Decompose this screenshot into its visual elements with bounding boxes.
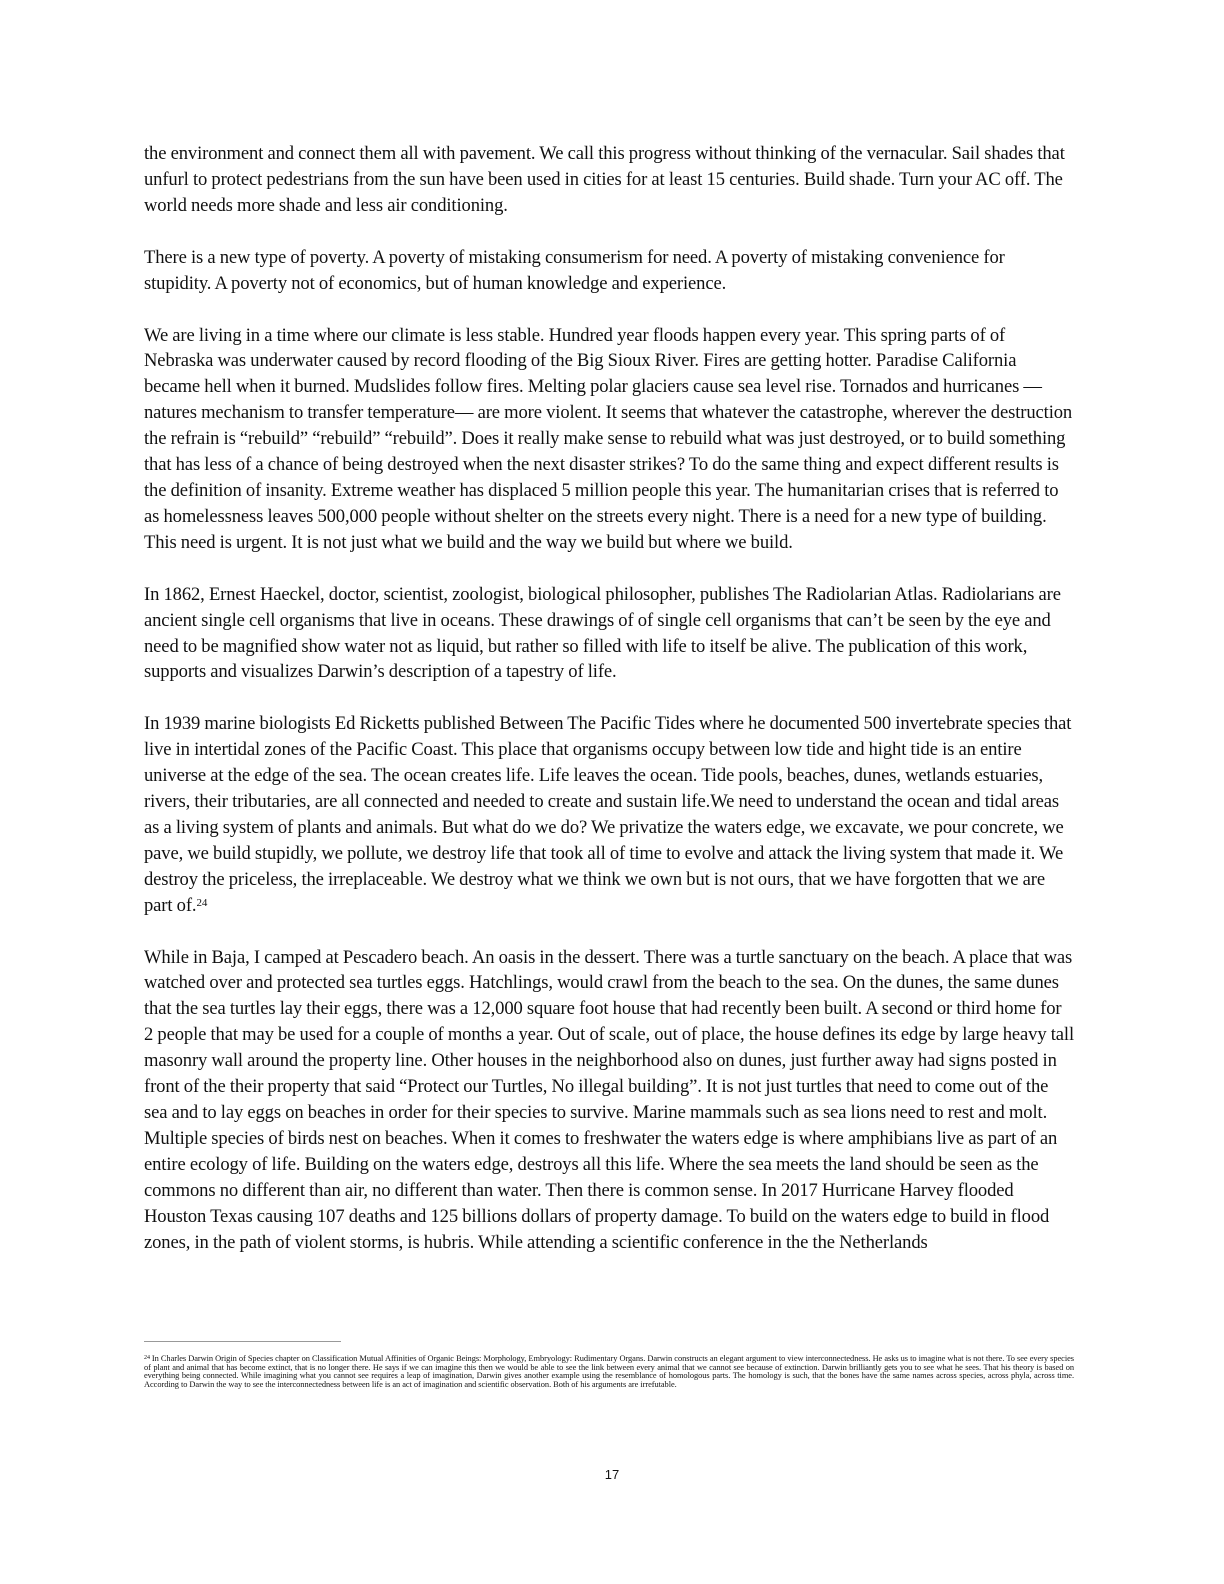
- footnote-number: 24: [144, 1355, 150, 1362]
- body-text: [144, 141, 1074, 1281]
- paragraph-baja: While in Baja, I camped at Pescadero beach. An oasis in the dessert. There was a turtle sanctuary on the beach. A place that was watched over and protected sea turtles eggs. Hatchlings, would crawl from the beach to the sea. On the dunes, the same dunes that the sea turtles lay their eggs, there was a 12,000 square foot house that had recently been built. A second or third home for 2 people that may be used for a couple of months a year. Out of scale, out of place, the house defines its edge by large heavy tall masonry wall around the property line. Other houses in the neighborhood also on dunes, just further away had signs posted in front of the their property that said “Protect our Turtles, No illegal building”. It is not just turtles that need to come out of the sea and to lay eggs on beaches in order for their species to survive. Marine mammals such as sea lions need to rest and molt. Multiple species of birds nest on beaches. When it comes to freshwater the waters edge is where amphibians live as part of an entire ecology of life. Building on the waters edge, destroys all this life. Where the sea meets the land should be seen as the commons no different than air, no different than water. Then there is common sense. In 2017 Hurricane Harvey flooded Houston Texas causing 107 deaths and 125 billions dollars of property damage. To build on the waters edge to build in flood zones, in the path of violent storms, is hubris. While attending a scientific conference in the the Netherlands: [144, 946, 1075, 1253]
- page-number: 17: [604, 1467, 620, 1482]
- footnote: [144, 1355, 1074, 1389]
- paragraph-haeckel: In 1862, Ernest Haeckel, doctor, scientist, zoologist, biological philosopher, publishes The Radiolarian Atlas. Radiolarians are ancient single cell organisms that live in oceans. These drawings of of single cell organisms that can’t be seen by the eye and need to be magnified show water not as liquid, but rather so filled with life to itself be alive. The publication of this work, supports and visualizes Darwin’s description of a tapestry of life.: [144, 583, 1061, 683]
- footnote-separator: [144, 1341, 341, 1342]
- footnote-text: In Charles Darwin Origin of Species chapter on Classification Mutual Affinities of Organic Beings: Morphology, Embryology: Rudimentary Organs. Darwin constructs an elegant argument to view interconnectedness. He asks us to imagine what is not there. To see every species of plant and animal that has become extinct, that is no longer there. He says if we can imagine this then we would be able to see the link between every animal that we cannot see because of extinction. Darwin brilliantly gets you to see what he sees. That his theory is based on everything being connected. While imagining what you cannot see requires a leap of imagination, Darwin gives another example using the resemblance of homologous parts. The homology is such, that the bones have the same names across species, across phyla, across time. According to Darwin the way to see the interconnectedness between life is an act of imagination and scientific observation. Both of his arguments are irrefutable.: [144, 1354, 1074, 1389]
- footnote-reference: 24: [196, 896, 208, 909]
- paragraph-shade: the environment and connect them all with pavement. We call this progress without thinking of the vernacular. Sail shades that unfurl to protect pedestrians from the sun have been used in cities for at least 15 centuries. Build shade. Turn your AC off. The world needs more shade and less air conditioning.: [144, 143, 1065, 216]
- paragraph-poverty: There is a new type of poverty. A poverty of mistaking consumerism for need. A poverty of mistaking convenience for stupidity. A poverty not of economics, but of human knowledge and experience.: [144, 246, 1005, 294]
- paragraph-climate: We are living in a time where our climate is less stable. Hundred year floods happen every year. This spring parts of of Nebraska was underwater caused by record flooding of the Big Sioux River. Fires are getting hotter. Paradise California became hell when it burned. Mudslides follow fires. Melting polar glaciers cause sea level rise. Tornados and hurricanes —natures mechanism to transfer temperature— are more violent. It seems that whatever the catastrophe, wherever the destruction the refrain is “rebuild” “rebuild” “rebuild”. Does it really make sense to rebuild what was just destroyed, or to build something that has less of a chance of being destroyed when the next disaster strikes? To do the same thing and expect different results is the definition of insanity. Extreme weather has displaced 5 million people this year. The humanitarian crises that is referred to as homelessness leaves 500,000 people without shelter on the streets every night. There is a need for a new type of building. This need is urgent. It is not just what we build and the way we build but where we build.: [144, 324, 1073, 553]
- paragraph-ricketts-text: In 1939 marine biologists Ed Ricketts published Between The Pacific Tides where he documented 500 invertebrate species that live in intertidal zones of the Pacific Coast. This place that organisms occupy between low tide and hight tide is an entire universe at the edge of the sea. The ocean creates life. Life leaves the ocean. Tide pools, beaches, dunes, wetlands estuaries, rivers, their tributaries, are all connected and needed to create and sustain life.We need to understand the ocean and tidal areas as a living system of plants and animals. But what do we do? We privatize the waters edge, we excavate, we pour concrete, we pave, we build stupidly, we pollute, we destroy life that took all of time to evolve and attack the living system that made it. We destroy the priceless, the irreplaceable. We destroy what we think we own but is not ours, that we have forgotten that we are part of.: [144, 713, 1072, 916]
- paragraph-ricketts: [144, 711, 1074, 918]
